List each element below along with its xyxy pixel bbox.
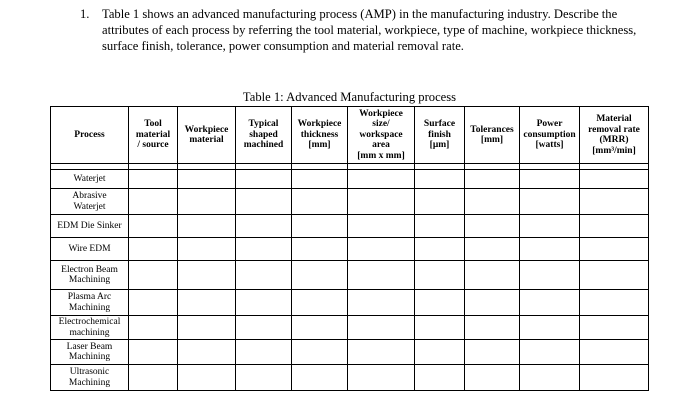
empty-cell: [520, 316, 580, 340]
table-body: [51, 164, 649, 391]
empty-cell: [178, 316, 236, 340]
empty-cell: [520, 189, 580, 215]
empty-cell: [292, 365, 348, 391]
table-row: [51, 215, 649, 238]
table-row: [51, 316, 649, 340]
header-cell: Surface finish [μm]: [415, 107, 465, 164]
process-name: Electrochemical machining: [51, 316, 129, 340]
empty-cell: [236, 215, 292, 238]
empty-cell: [465, 340, 520, 365]
empty-cell: [129, 170, 178, 189]
empty-cell: [580, 261, 649, 290]
empty-cell: [178, 215, 236, 238]
empty-cell: [465, 215, 520, 238]
empty-cell: [465, 290, 520, 316]
empty-cell: [465, 365, 520, 391]
empty-cell: [348, 261, 415, 290]
empty-cell: [236, 365, 292, 391]
empty-cell: [178, 340, 236, 365]
table-row: [51, 238, 649, 261]
header-cell: Workpiece material: [178, 107, 236, 164]
empty-cell: [415, 170, 465, 189]
header-cell: Process: [51, 107, 129, 164]
empty-cell: [348, 316, 415, 340]
empty-cell: [129, 316, 178, 340]
empty-cell: [178, 189, 236, 215]
empty-cell: [236, 238, 292, 261]
empty-cell: [415, 340, 465, 365]
table-row: [51, 189, 649, 215]
header-cell: Power consumption [watts]: [520, 107, 580, 164]
empty-cell: [520, 365, 580, 391]
empty-cell: [348, 340, 415, 365]
empty-cell: [415, 365, 465, 391]
empty-cell: [348, 215, 415, 238]
empty-cell: [292, 189, 348, 215]
process-name: Waterjet: [51, 170, 129, 189]
header-cell: Workpiece size/ workspace area [mm x mm]: [348, 107, 415, 164]
empty-cell: [292, 340, 348, 365]
empty-cell: [415, 261, 465, 290]
empty-cell: [465, 316, 520, 340]
empty-cell: [236, 170, 292, 189]
header-row: [51, 107, 649, 164]
empty-cell: [580, 365, 649, 391]
table-row: [51, 290, 649, 316]
process-name: Wire EDM: [51, 238, 129, 261]
empty-cell: [178, 365, 236, 391]
empty-cell: [465, 170, 520, 189]
empty-cell: [129, 340, 178, 365]
empty-cell: [348, 365, 415, 391]
process-name: Plasma Arc Machining: [51, 290, 129, 316]
empty-cell: [292, 215, 348, 238]
empty-cell: [292, 316, 348, 340]
empty-cell: [415, 238, 465, 261]
header-cell: Tolerances [mm]: [465, 107, 520, 164]
empty-cell: [520, 340, 580, 365]
empty-cell: [236, 261, 292, 290]
question-text: Table 1 shows an advanced manufacturing process (AMP) in the manufacturing industry. Describe the attributes of each process by referring the tool material, workpiece, type of machine, workpiece thickness, surface finish, tolerance, power consumption and material removal rate.: [102, 7, 637, 54]
table-row: [51, 365, 649, 391]
empty-cell: [465, 238, 520, 261]
empty-cell: [236, 290, 292, 316]
table-caption-text: Table 1: Advanced Manufacturing process: [242, 90, 457, 104]
empty-cell: [520, 170, 580, 189]
empty-cell: [580, 238, 649, 261]
empty-cell: [520, 261, 580, 290]
empty-cell: [129, 290, 178, 316]
header-cell: Workpiece thickness [mm]: [292, 107, 348, 164]
empty-cell: [129, 261, 178, 290]
empty-cell: [129, 189, 178, 215]
table-row: [51, 340, 649, 365]
empty-cell: [178, 238, 236, 261]
empty-cell: [129, 215, 178, 238]
amp-table: [50, 106, 649, 391]
table-caption: [0, 90, 691, 104]
empty-cell: [129, 238, 178, 261]
process-name: Abrasive Waterjet: [51, 189, 129, 215]
header-cell: Material removal rate (MRR) [mm³/min]: [580, 107, 649, 164]
empty-cell: [415, 189, 465, 215]
empty-cell: [292, 261, 348, 290]
empty-cell: [236, 340, 292, 365]
process-name: Laser Beam Machining: [51, 340, 129, 365]
empty-cell: [178, 290, 236, 316]
table-row: [51, 261, 649, 290]
empty-cell: [178, 170, 236, 189]
question-number: 1.: [80, 7, 90, 21]
empty-cell: [236, 316, 292, 340]
empty-cell: [580, 316, 649, 340]
empty-cell: [465, 261, 520, 290]
empty-cell: [520, 238, 580, 261]
empty-cell: [348, 238, 415, 261]
header-cell: Tool material / source: [129, 107, 178, 164]
empty-cell: [415, 215, 465, 238]
empty-cell: [520, 290, 580, 316]
process-name: Ultrasonic Machining: [51, 365, 129, 391]
empty-cell: [348, 189, 415, 215]
empty-cell: [292, 290, 348, 316]
empty-cell: [580, 340, 649, 365]
empty-cell: [348, 170, 415, 189]
process-name: Electron Beam Machining: [51, 261, 129, 290]
header-cell: Typical shaped machined: [236, 107, 292, 164]
empty-cell: [415, 290, 465, 316]
table-row: [51, 170, 649, 189]
empty-cell: [520, 215, 580, 238]
empty-cell: [580, 189, 649, 215]
empty-cell: [580, 290, 649, 316]
empty-cell: [178, 261, 236, 290]
empty-cell: [580, 215, 649, 238]
empty-cell: [465, 189, 520, 215]
empty-cell: [129, 365, 178, 391]
empty-cell: [292, 238, 348, 261]
empty-cell: [348, 290, 415, 316]
empty-cell: [292, 170, 348, 189]
process-name: EDM Die Sinker: [51, 215, 129, 238]
empty-cell: [580, 170, 649, 189]
empty-cell: [415, 316, 465, 340]
empty-cell: [236, 189, 292, 215]
